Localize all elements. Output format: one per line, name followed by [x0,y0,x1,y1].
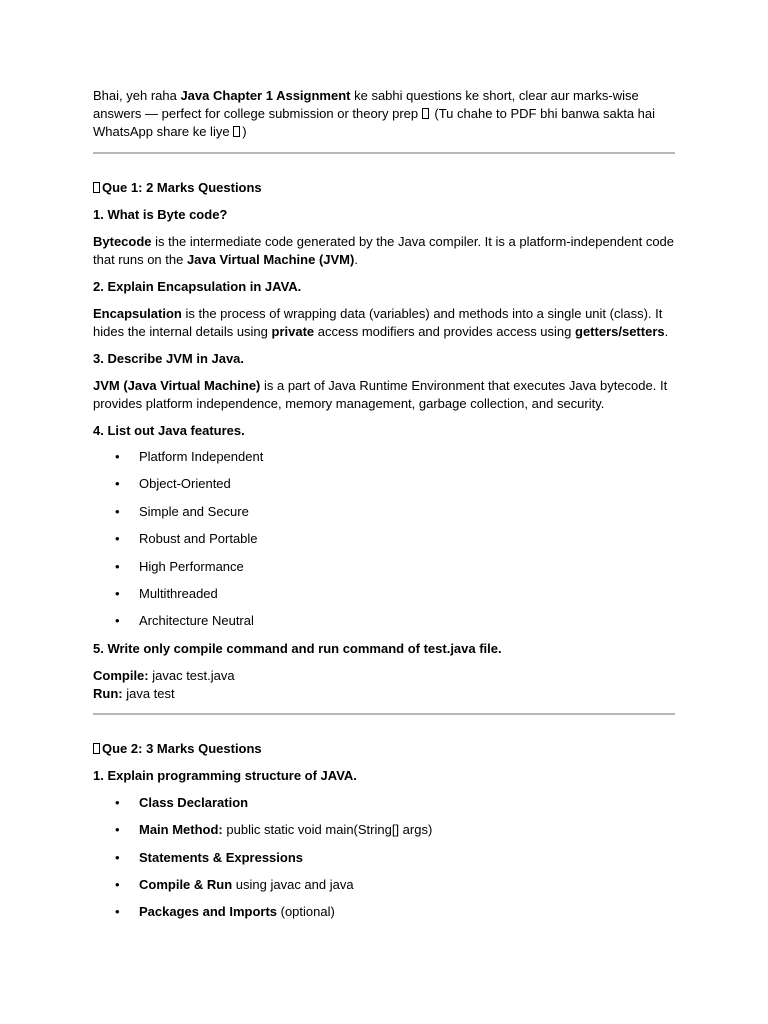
item-text: public static void main(String[] args) [222,822,433,838]
list-item [93,903,683,930]
list-item: • Simple and Secure [93,503,683,530]
answer-3 [93,377,683,413]
section-heading-que2 [93,740,683,758]
question-2: 2. Explain Encapsulation in JAVA. [93,279,302,294]
text: access modifiers and provides access using [314,324,576,339]
emoji-placeholder-icon [93,743,100,754]
list-item: • Multithreaded [93,585,683,612]
list-item [93,821,683,848]
intro-bold: Java Chapter 1 Assignment [180,88,351,103]
list-item: • Platform Independent [93,448,683,475]
item-text: (optional) [277,904,335,920]
intro-text-3: (Tu chahe to PDF bhi banwa sakta hai WhatsApp share ke liye [93,106,656,139]
item-term: Statements & Expressions [139,849,304,865]
term: Bytecode [93,234,152,249]
divider [93,713,675,715]
list-item: • Object-Oriented [93,475,683,502]
run-command: java test [122,685,175,701]
question-que2-1: 1. Explain programming structure of JAVA. [93,767,357,783]
run-label: Run: [93,685,123,701]
question-5: 5. Write only compile command and run command of test.java file. [93,640,502,656]
intro-paragraph [93,87,683,141]
text: . [664,324,669,339]
intro-text: Bhai, yeh raha [93,88,181,103]
emoji-placeholder-icon [422,108,429,119]
question-1: 1. What is Byte code? [93,207,228,222]
divider [93,152,675,154]
emoji-placeholder-icon [93,182,100,193]
answer-1 [93,233,683,269]
text: is a part of Java Runtime Environment that executes Java bytecode. It provides platform independence, memory management, garbage collection, and security. [93,378,668,411]
compile-label: Compile: [93,667,149,683]
document-page [93,87,683,931]
term: JVM (Java Virtual Machine) [93,378,261,393]
term: getters/setters [575,324,665,339]
list-item [93,849,683,876]
text: . [354,252,358,267]
list-item: • Robust and Portable [93,530,683,557]
intro-text-4: ) [242,124,247,139]
compile-command: javac test.java [148,667,235,683]
list-item [93,876,683,903]
question-4: 4. List out Java features. [93,423,245,438]
list-item: • Architecture Neutral [93,612,683,639]
structure-list [93,794,683,931]
item-text: using javac and java [232,876,354,892]
heading-text: Que 2: 3 Marks Questions [102,740,262,756]
term: Encapsulation [93,306,182,321]
compile-line [93,667,683,685]
list-item [93,794,683,821]
intro-text-2: ke sabhi questions ke short, clear aur marks-wise answers — perfect for college submission or theory prep [93,88,639,121]
answer-2 [93,305,683,341]
question-3: 3. Describe JVM in Java. [93,351,245,366]
item-term: Packages and Imports [139,904,277,920]
term: private [271,324,315,339]
item-term: Main Method: [139,822,223,838]
text: is the intermediate code generated by the Java compiler. It is a platform-independent code that runs on the [93,234,675,267]
heading-text: Que 1: 2 Marks Questions [102,180,262,195]
item-term: Class Declaration [139,794,249,810]
features-list [93,448,683,640]
run-line [93,685,683,703]
list-item: • High Performance [93,558,683,585]
text: is the process of wrapping data (variables) and methods into a single unit (class). It hides the internal details using [93,306,663,339]
section-heading-que1 [93,179,683,197]
term: Java Virtual Machine (JVM) [186,252,355,267]
item-term: Compile & Run [139,876,233,892]
emoji-placeholder-icon [233,126,240,137]
